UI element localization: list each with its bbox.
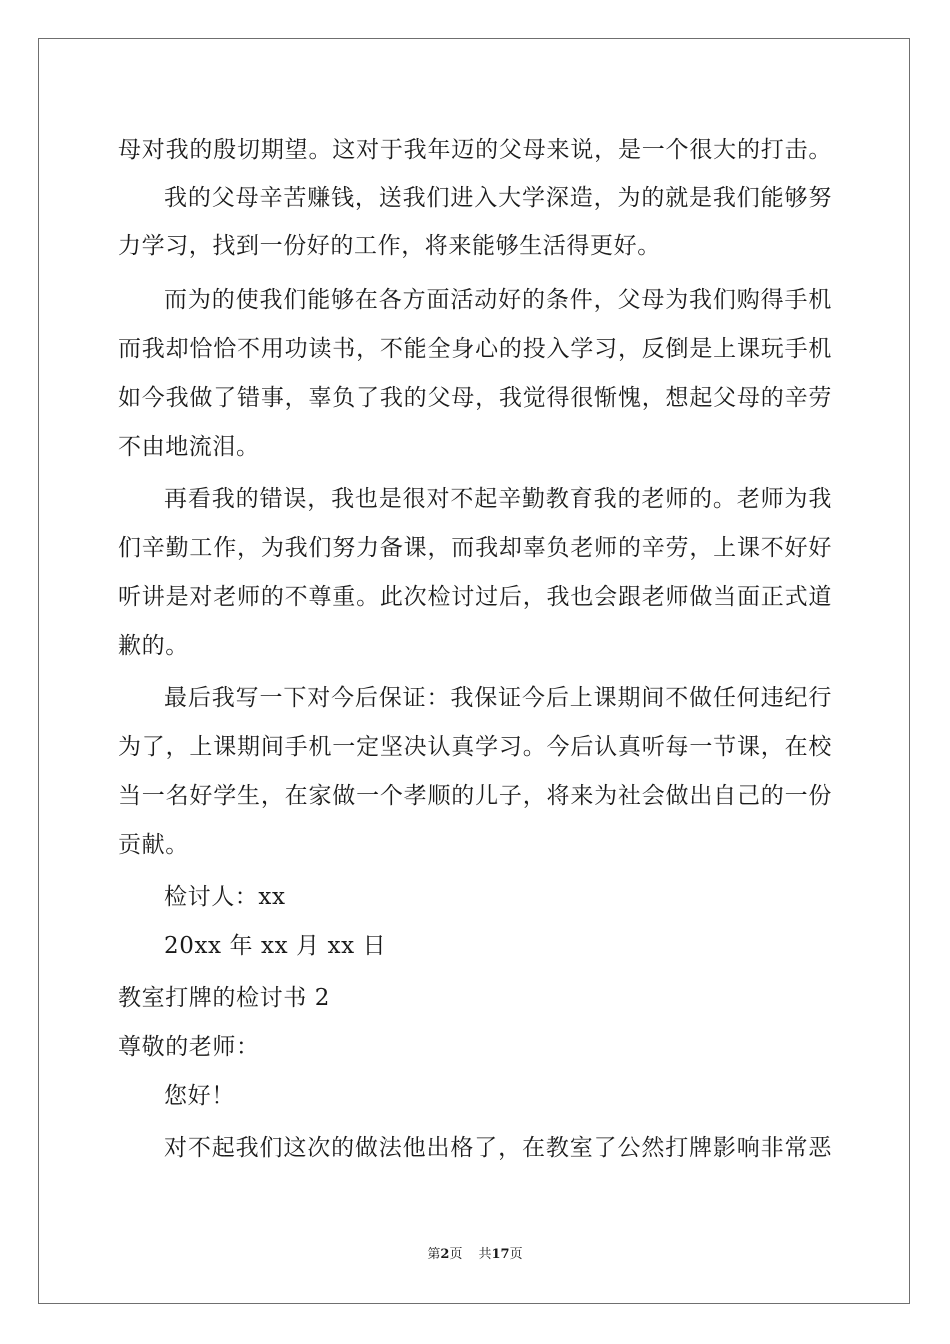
section-title: 教室打牌的检讨书 2 (118, 985, 330, 1011)
paragraph-line: 贡献。 (118, 832, 189, 858)
current-page-number: 2 (440, 1247, 450, 1262)
date-line: 20xx 年 xx 月 xx 日 (164, 933, 387, 959)
page-number-prefix: 第 (427, 1247, 441, 1262)
paragraph-line: 为了，上课期间手机一定坚决认真学习。今后认真听每一节课，在校 (118, 734, 832, 760)
signature-line: 检讨人：xx (164, 884, 286, 910)
paragraph-line: 最后我写一下对今后保证：我保证今后上课期间不做任何违纪行 (164, 685, 832, 711)
paragraph-line: 我的父母辛苦赚钱，送我们进入大学深造，为的就是我们能够努 (164, 185, 832, 211)
paragraph-line: 而我却恰恰不用功读书，不能全身心的投入学习，反倒是上课玩手机 (118, 336, 832, 362)
salutation: 尊敬的老师： (118, 1034, 260, 1060)
page-border (38, 38, 910, 1304)
paragraph-line: 再看我的错误，我也是很对不起辛勤教育我的老师的。老师为我 (164, 486, 832, 512)
page-footer (0, 1246, 950, 1264)
total-pages-number: 17 (491, 1247, 510, 1262)
greeting: 您好！ (164, 1083, 235, 1109)
total-pages-suffix: 页 (509, 1247, 523, 1262)
paragraph-line: 当一名好学生，在家做一个孝顺的儿子，将来为社会做出自己的一份 (118, 783, 832, 809)
paragraph-line: 们辛勤工作，为我们努力备课，而我却辜负老师的辛劳，上课不好好 (118, 535, 832, 561)
page-number-suffix: 页 (449, 1247, 463, 1262)
paragraph-line: 不由地流泪。 (118, 434, 260, 460)
paragraph-line: 力学习，找到一份好的工作，将来能够生活得更好。 (118, 233, 661, 259)
paragraph-line: 母对我的殷切期望。这对于我年迈的父母来说，是一个很大的打击。 (118, 137, 832, 163)
paragraph-line: 听讲是对老师的不尊重。此次检讨过后，我也会跟老师做当面正式道 (118, 584, 832, 610)
paragraph-line: 如今我做了错事，辜负了我的父母，我觉得很惭愧，想起父母的辛劳 (118, 385, 832, 411)
paragraph-line: 对不起我们这次的做法他出格了，在教室了公然打牌影响非常恶 (164, 1135, 832, 1161)
total-pages-prefix: 共 (478, 1247, 492, 1262)
paragraph-line: 歉的。 (118, 633, 189, 659)
paragraph-line: 而为的使我们能够在各方面活动好的条件，父母为我们购得手机 (164, 287, 832, 313)
